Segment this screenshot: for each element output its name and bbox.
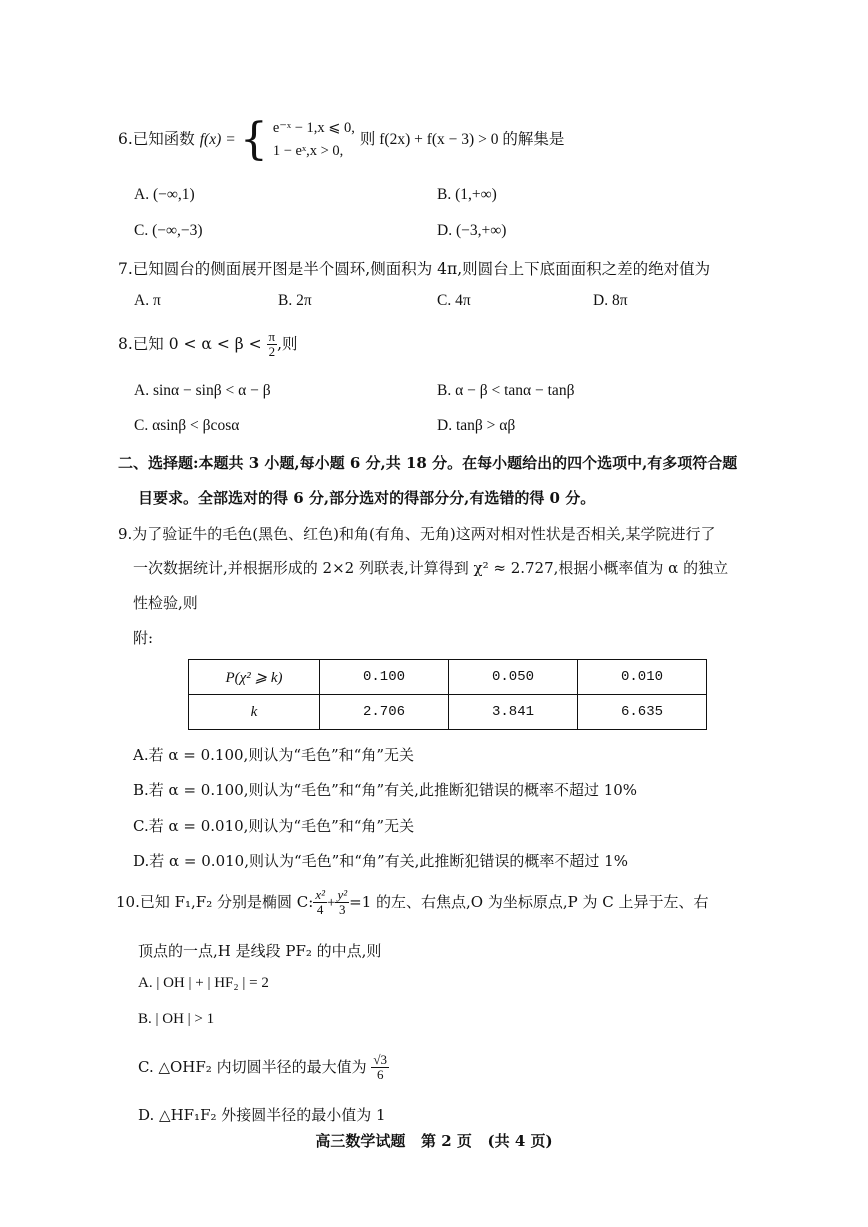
q6-option-b: B. (1,+∞) [437,186,497,203]
probability-table [188,659,707,730]
q9-option-a: A.若 α = 0.100,则认为“毛色”和“角”无关 [133,746,414,764]
q10-fraction-x [313,888,327,918]
table-cell: 0.100 [320,660,449,695]
q9-option-b: B.若 α = 0.100,则认为“毛色”和“角”有关,此推断犯错误的概率不超过 10% [133,781,638,799]
q10-frac-y-den: 3 [339,902,346,918]
q6-fx: f(x) [199,131,222,148]
table-cell: 3.841 [449,695,578,730]
q10-option-c-num: √3 [373,1052,388,1067]
q10-option-b: B. | OH | > 1 [138,1011,215,1027]
q7-option-b: B. 2π [278,292,312,309]
question-8-stem [118,330,298,360]
table-row [189,660,707,695]
q6-eq: = [226,131,235,148]
q9-line-1: 9.为了验证牛的毛色(黑色、红色)和角(有角、无角)这两对相对性状是否相关,某学院进行了 [118,525,716,543]
table-cell: P(χ² ⩾ k) [189,660,320,695]
q8-frac-num: π [268,329,276,344]
q10-fraction-y [335,888,349,918]
q6-tail: 则 f(2x) + f(x − 3) > 0 的解集是 [359,131,565,148]
q10-option-c-lead: C. △OHF₂ 内切圆半径的最大值为 [138,1057,367,1076]
q8-option-c: C. αsinβ < βcosα [134,417,240,434]
q10-line-2: 顶点的一点,H 是线段 PF₂ 的中点,则 [138,942,382,960]
table-cell: 2.706 [320,695,449,730]
q9-appendix: 附: [133,629,154,647]
q6-case-1: e⁻ˣ − 1,x ⩽ 0, [272,120,355,136]
table-cell: k [189,695,320,730]
q6-option-d: D. (−3,+∞) [437,222,507,239]
table-cell: 0.050 [449,660,578,695]
q10-option-c-den: 6 [376,1067,384,1083]
q10-option-d: D. △HF₁F₂ 外接圆半径的最小值为 1 [138,1106,386,1124]
section-2-line-2: 目要求。全部选对的得 6 分,部分选对的得部分分,有选错的得 0 分。 [138,489,596,507]
q10-option-c [138,1053,389,1083]
q8-frac-den: 2 [268,344,276,360]
q10-tail: =1 的左、右焦点,O 为坐标原点,P 为 C 上异于左、右 [349,892,709,911]
q8-tail: ,则 [277,334,298,353]
q10-frac-x-num: x² [315,887,325,902]
q7-option-d: D. 8π [593,292,628,309]
q10-option-a: A. | OH | + | HF₂ | = 2 [138,975,269,991]
q6-case-2: 1 − eˣ,x > 0, [272,143,344,159]
q9-option-d: D.若 α = 0.010,则认为“毛色”和“角”有关,此推断犯错误的概率不超过 1% [133,852,628,870]
q8-option-d: D. tanβ > αβ [437,417,516,434]
table-cell: 6.635 [578,695,707,730]
q6-number: 6. [118,130,133,148]
q10-lead: 10.已知 F₁,F₂ 分别是椭圆 C: [116,892,314,911]
q7-option-c: C. 4π [437,292,471,309]
q6-option-c: C. (−∞,−3) [134,222,203,239]
q6-piecewise [273,120,355,160]
section-2-line-1: 二、选择题:本题共 3 小题,每小题 6 分,共 18 分。在每小题给出的四个选项中,有多项符合题 [118,454,738,472]
q8-option-a: A. sinα − sinβ < α − β [134,382,271,399]
q10-frac-y-num: y² [337,887,348,902]
q6-option-a: A. (−∞,1) [134,186,195,203]
q6-lead: 已知函数 [132,130,195,148]
table-row [189,695,707,730]
question-7-stem: 7.已知圆台的侧面展开图是半个圆环,侧面积为 4π,则圆台上下底面面积之差的绝对值为 [118,260,711,278]
q8-fraction [267,330,278,360]
page-footer: 高三数学试题 第 2 页 (共 4 页) [315,1132,553,1150]
question-6-stem [118,114,565,165]
q8-lead: 8.已知 0 < α < β < [118,334,262,353]
q9-line-3: 性检验,则 [133,594,198,612]
q6-brace: { [239,114,268,165]
q7-option-a: A. π [134,292,161,309]
q10-option-c-fraction [371,1053,389,1083]
q10-frac-x-den: 4 [316,902,324,918]
q8-option-b: B. α − β < tanα − tanβ [437,382,575,399]
table-cell: 0.010 [578,660,707,695]
question-10-stem [116,888,708,918]
q10-plus: + [326,894,336,911]
q9-line-2: 一次数据统计,并根据形成的 2×2 列联表,计算得到 χ² ≈ 2.727,根据小概率值为 α 的独立 [133,559,729,577]
q9-option-c: C.若 α = 0.010,则认为“毛色”和“角”无关 [133,817,415,835]
